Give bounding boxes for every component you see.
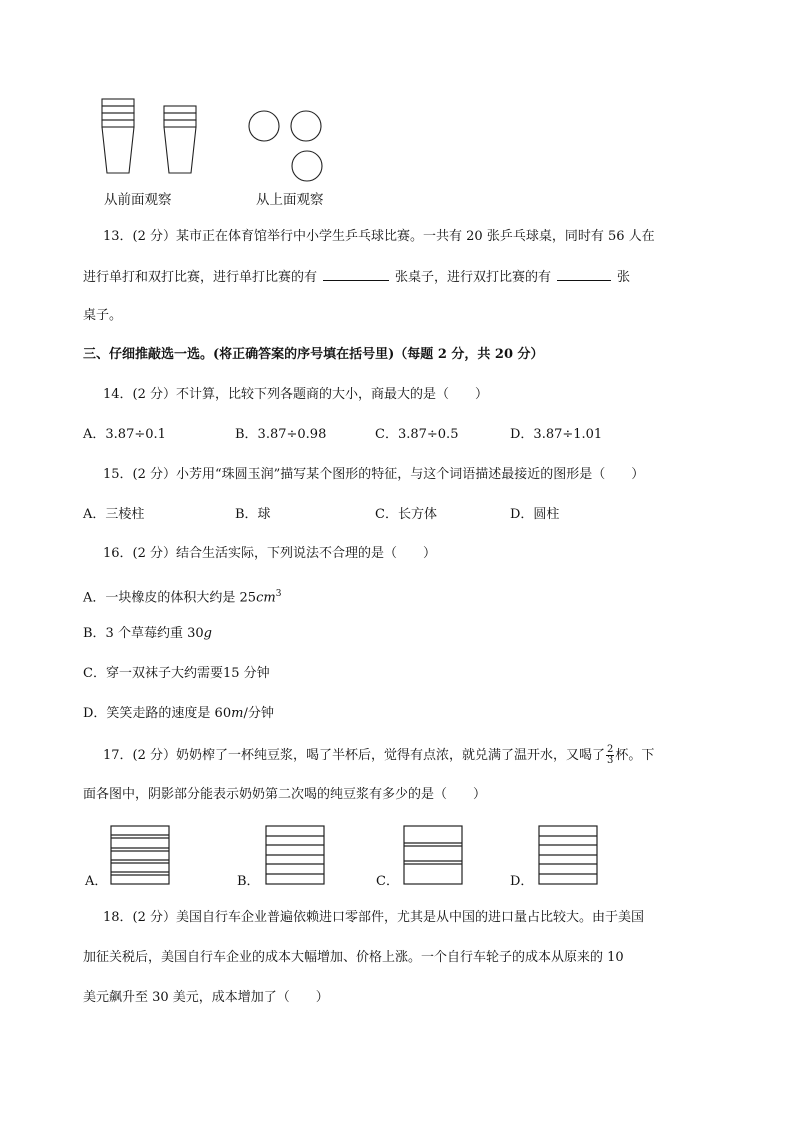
q15-option-a[interactable]: A．三棱柱 [83,507,145,522]
q16-stem: 16．(2 分）结合生活实际，下列说法不合理的是（ ） [103,546,437,561]
unit-g: g [203,626,212,641]
q13-line3: 桌子。 [83,308,123,323]
option-c-cup [404,826,462,884]
fraction-denominator: 3 [607,755,614,766]
option-b-cup [266,826,324,884]
q17-stem-part-b: 杯。下 [615,748,655,763]
q13-line2-part-b: 张桌子，进行双打比赛的有 [395,270,552,285]
q17-option-c-label[interactable]: C． [376,874,399,889]
q13-line1: 13．(2 分）某市正在体育馆举行中小学生乒乓球比赛。一共有 20 张乒乓球桌，同时有 56 人在 [103,229,655,244]
unit-cm: cm [256,590,276,606]
q15-stem: 15．(2 分）小芳用“珠圆玉润”描写某个图形的特征，与这个词语描述最接近的图形是（ ） [103,467,645,482]
q14-option-d[interactable]: D．3.87÷1.01 [510,427,603,442]
top-view-caption: 从上面观察 [256,192,324,208]
unit-suffix: /分钟 [243,706,274,721]
q14-stem: 14．(2 分）不计算，比较下列各题商的大小，商最大的是（ ） [103,387,489,402]
q17-option-d-label[interactable]: D． [510,874,534,889]
section-heading: 三、仔细推敲选一选。(将正确答案的序号填在括号里)（每题 2 分，共 20 分） [83,347,544,362]
option-d-cup [539,826,597,884]
q18-line2: 加征关税后，美国自行车企业的成本大幅增加、价格上涨。一个自行车轮子的成本从原来的 10 [83,950,624,965]
q15-option-b[interactable]: B．球 [235,507,271,522]
q18-line1: 18．(2 分）美国自行车企业普遍依赖进口零部件，尤其是从中国的进口量占比较大。由于美国 [103,910,645,925]
q17-option-b-label[interactable]: B． [237,874,260,889]
q16-option-a-text: A．一块橡皮的体积大约是 25 [83,590,257,606]
q14-option-c[interactable]: C．3.87÷0.5 [375,427,459,442]
q17-stem-part-a: 17．(2 分）奶奶榨了一杯纯豆浆，喝了半杯后，觉得有点浓，就兑满了温开水，又喝了 [103,748,606,763]
q14-option-b[interactable]: B．3.87÷0.98 [235,427,327,442]
q13-line2-part-a: 进行单打和双打比赛，进行单打比赛的有 [83,270,318,285]
option-a-cup [111,826,169,884]
q14-option-a[interactable]: A．3.87÷0.1 [83,427,166,442]
q18-line3: 美元飙升至 30 美元，成本增加了（ ） [83,990,329,1005]
q16-option-d-text: D．笑笑走路的速度是 60 [83,706,232,721]
q17-stem-line2: 面各图中，阴影部分能表示奶奶第二次喝的纯豆浆有多少的是（ ） [83,787,487,802]
q15-option-d[interactable]: D．圆柱 [510,507,560,522]
front-view-caption: 从前面观察 [104,192,172,208]
q13-line2-part-c: 张 [617,270,631,285]
fraction-numerator: 2 [607,744,614,755]
q16-option-b-text: B．3 个草莓约重 30 [83,626,204,641]
q17-option-a-label[interactable]: A． [85,874,108,889]
unit-exponent: 3 [275,589,282,599]
unit-m: m [231,706,244,721]
q15-option-c[interactable]: C．长方体 [375,507,437,522]
q16-option-c[interactable]: C．穿一双袜子大约需要15 分钟 [83,666,270,681]
